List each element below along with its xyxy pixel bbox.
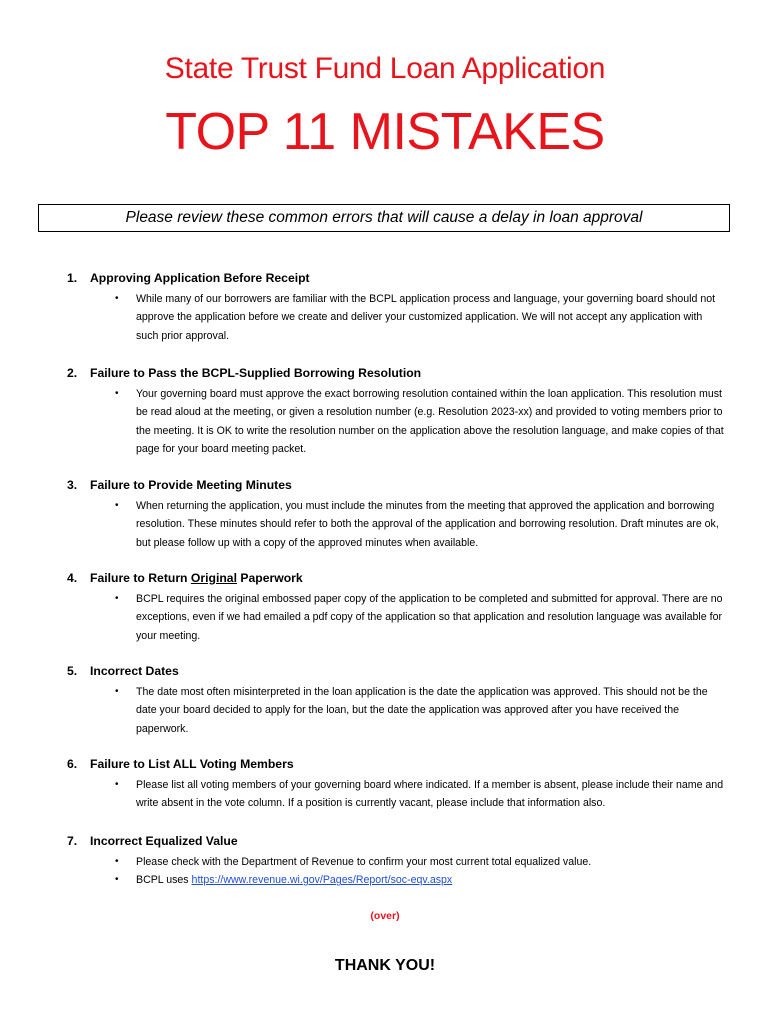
item-heading xyxy=(67,663,179,679)
bullet-text: While many of our borrowers are familiar with the BCPL application process and language, your governing board should not approve the application before we create and deliver your customized application. We will not accept any application with such prior approval. xyxy=(136,293,716,342)
item-number: 5. xyxy=(67,664,78,678)
item-title-emphasis: Original xyxy=(190,571,237,585)
bullet-icon: • xyxy=(115,388,119,399)
item-bullets xyxy=(0,776,770,813)
item-bullets xyxy=(0,853,770,890)
bullet-text: Please list all voting members of your governing board where indicated. If a member is absent, please include their name and write absent in the vote column. If a position is currently vacant, please include that information also. xyxy=(136,779,724,810)
item-heading xyxy=(67,756,294,772)
subtitle-box xyxy=(38,204,730,232)
item-number: 3. xyxy=(67,478,78,492)
item-title: Failure to Provide Meeting Minutes xyxy=(90,478,292,492)
document-headline: TOP 11 MISTAKES xyxy=(165,103,605,161)
item-title: Incorrect Equalized Value xyxy=(90,834,238,848)
item-title: Failure to List ALL Voting Members xyxy=(90,757,294,771)
item-heading xyxy=(67,833,238,849)
bullet-icon: • xyxy=(115,874,119,886)
item-bullets xyxy=(0,290,770,345)
bullet-point xyxy=(0,871,770,889)
bullet-point xyxy=(0,497,770,552)
item-heading xyxy=(67,570,303,586)
bullet-text: BCPL requires the original embossed paper copy of the application to be completed and submitted for approval. There are no exceptions, even if we had emailed a pdf copy of the application so that application and resolution language was available for your meeting. xyxy=(136,593,723,642)
item-number: 4. xyxy=(67,571,78,585)
item-heading xyxy=(67,270,310,286)
item-title: Failure to Pass the BCPL-Supplied Borrowing Resolution xyxy=(90,366,422,380)
item-number: 2. xyxy=(67,366,78,380)
item-title-start: Failure to Return xyxy=(90,571,191,585)
document-title: State Trust Fund Loan Application xyxy=(164,52,606,85)
equalized-value-link[interactable]: https://www.revenue.wi.gov/Pages/Report/soc-eqv.aspx xyxy=(191,874,453,887)
item-title: Approving Application Before Receipt xyxy=(90,271,310,285)
bullet-text: The date most often misinterpreted in the loan application is the date the application was approved. This should not be the date your board decided to apply for the loan, but the date the application was approved after you have received the paperwork. xyxy=(136,686,708,735)
item-number: 7. xyxy=(67,834,78,848)
item-number: 1. xyxy=(67,271,78,285)
bullet-icon: • xyxy=(115,686,119,697)
item-bullets xyxy=(0,497,770,552)
bullet-icon: • xyxy=(115,593,119,604)
bullet-icon: • xyxy=(115,293,119,304)
item-bullets xyxy=(0,683,770,738)
item-title-end: Paperwork xyxy=(236,571,303,585)
subtitle-text: Please review these common errors that will cause a delay in loan approval xyxy=(125,209,643,226)
bullet-text: Please check with the Department of Revenue to confirm your most current total equalized value. xyxy=(136,856,592,868)
bullet-text: Your governing board must approve the exact borrowing resolution contained within the loan application. This resolution must be read aloud at the meeting, or given a resolution number (e.g. Resolution 2023-xx) and provided to voting members prior to the meeting. It is OK to write the resolution number on the application above the resolution language, and make copies of that page for your board meeting packet. xyxy=(136,388,724,455)
bullet-icon: • xyxy=(115,500,119,511)
item-heading xyxy=(67,477,292,493)
bullet-point xyxy=(0,590,770,645)
bullet-text: When returning the application, you must include the minutes from the meeting that approved the application and borrowing resolution. These minutes should refer to both the approval of the application and borrowing resolution. Draft minutes are ok, but please follow up with a copy of the approved minutes when available. xyxy=(136,500,719,549)
bullet-point xyxy=(0,290,770,345)
bullet-icon: • xyxy=(115,779,119,790)
item-bullets xyxy=(0,385,770,458)
item-bullets xyxy=(0,590,770,645)
bullet-text-prefix: BCPL uses xyxy=(136,874,192,887)
item-title: Incorrect Dates xyxy=(90,664,179,678)
item-number: 6. xyxy=(67,757,78,771)
bullet-point xyxy=(0,385,770,458)
over-note: (over) xyxy=(370,910,400,922)
bullet-point xyxy=(0,853,770,871)
item-heading xyxy=(67,365,421,381)
thank-you-text: THANK YOU! xyxy=(334,957,436,974)
bullet-icon: • xyxy=(115,856,119,867)
bullet-point xyxy=(0,683,770,738)
bullet-point xyxy=(0,776,770,813)
